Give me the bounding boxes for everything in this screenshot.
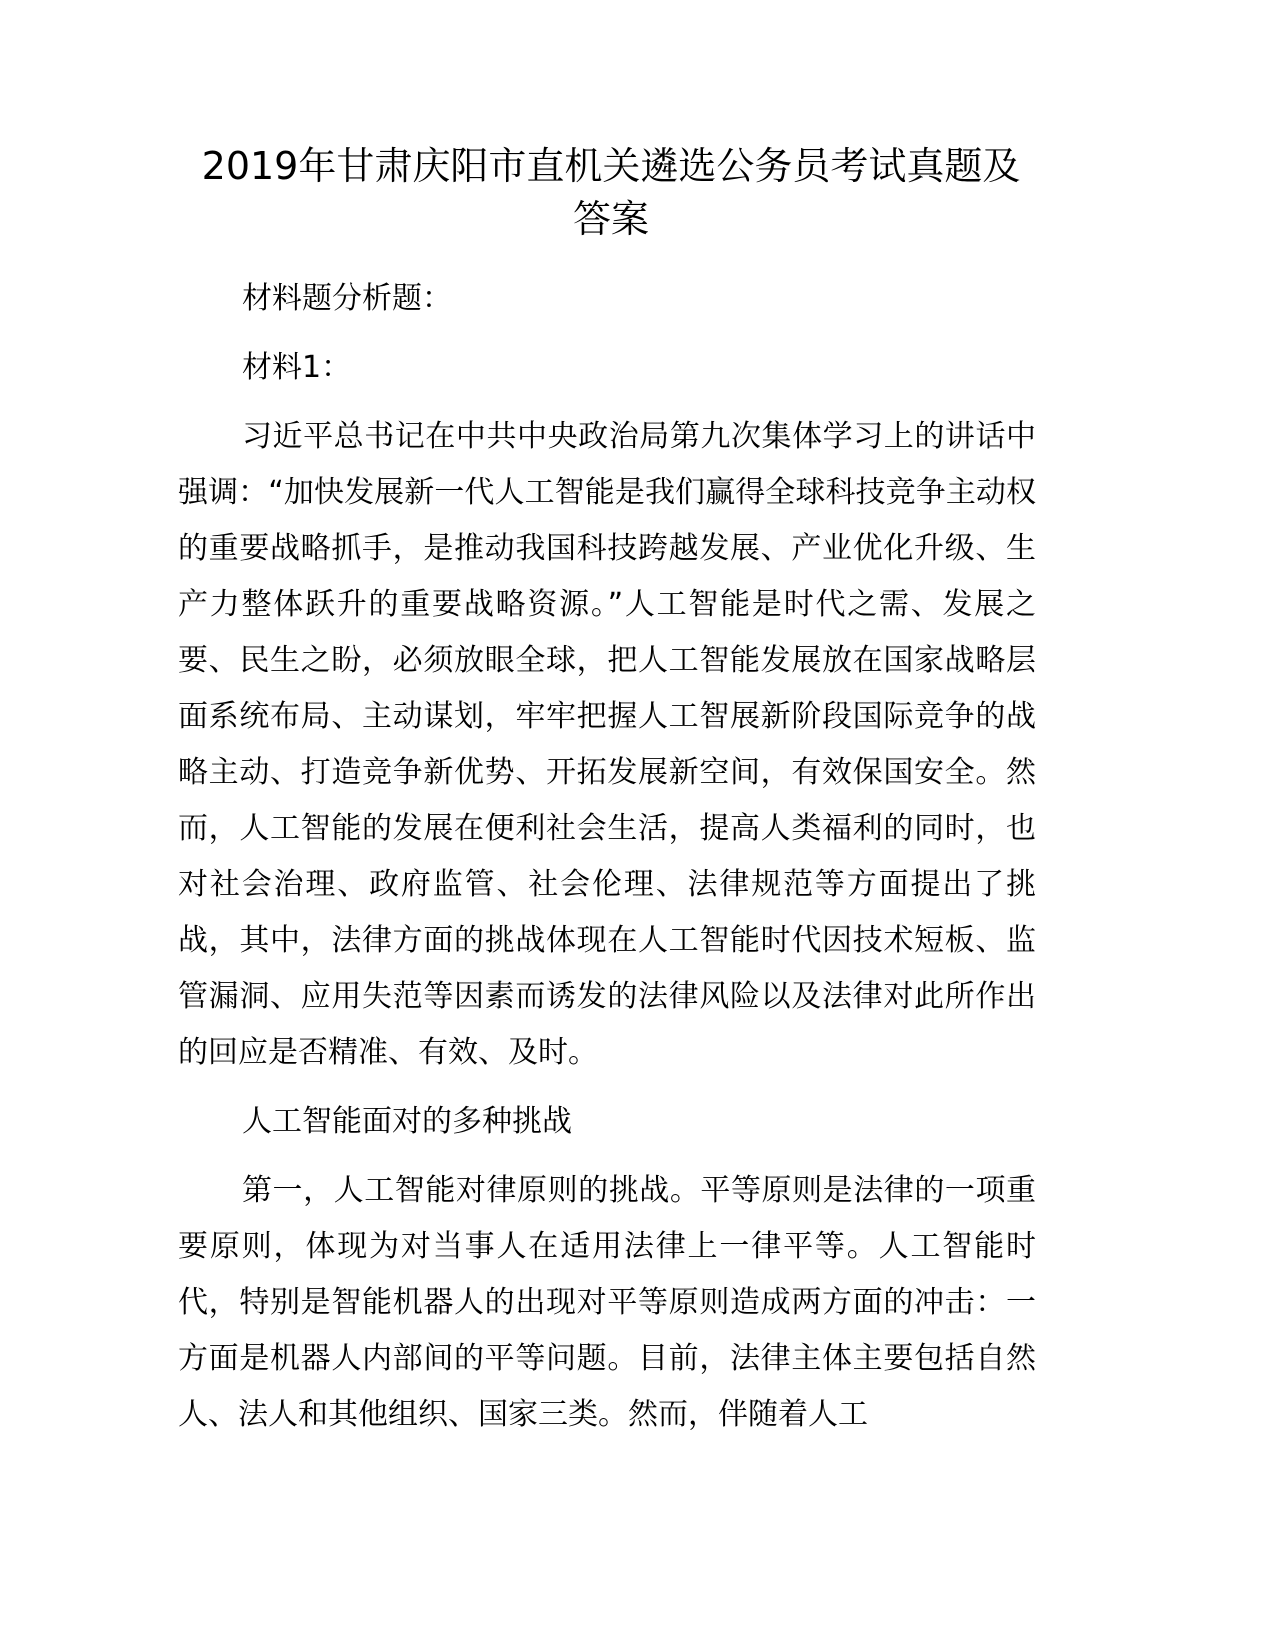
body-paragraph: 第一，人工智能对律原则的挑战。平等原则是法律的一项重要原则，体现为对当事人在适用法律上一律平等。人工智能时代，特别是智能机器人的出现对平等原则造成两方面的冲击：一方面是机器人内部间的平等问题。目前，法律主体主要包括自然人、法人和其他组织、国家三类。然而，伴随着人工 xyxy=(178,1173,1036,1432)
document-title: 2019年甘肃庆阳市直机关遴选公务员考试真题及答案 xyxy=(201,144,1021,241)
subheading: 人工智能面对的多种挑战 xyxy=(242,1104,572,1139)
section-heading-material-analysis: 材料题分析题： xyxy=(242,281,452,316)
body-paragraph: 习近平总书记在中共中央政治局第九次集体学习上的讲话中强调：“加快发展新一代人工智能是我们赢得全球科技竞争主动权的重要战略抓手，是推动我国科技跨越发展、产业优化升级、生产力整体跃升的重要战略资源。”人工智能是时代之需、发展之要、民生之盼，必须放眼全球，把人工智能发展放在国家战略层面系统布局、主动谋划，牢牢把握人工智展新阶段国际竞争的战略主动、打造竞争新优势、开拓发展新空间，有效保国安全。然而，人工智能的发展在便利社会生活，提高人类福利的同时，也对社会治理、政府监管、社会伦理、法律规范等方面提出了挑战，其中，法律方面的挑战体现在人工智能时代因技术短板、监管漏洞、应用失范等因素而诱发的法律风险以及法律对此所作出的回应是否精准、有效、及时。 xyxy=(178,419,1036,1070)
material-label: 材料1： xyxy=(242,350,352,385)
document-page xyxy=(178,140,1036,1456)
